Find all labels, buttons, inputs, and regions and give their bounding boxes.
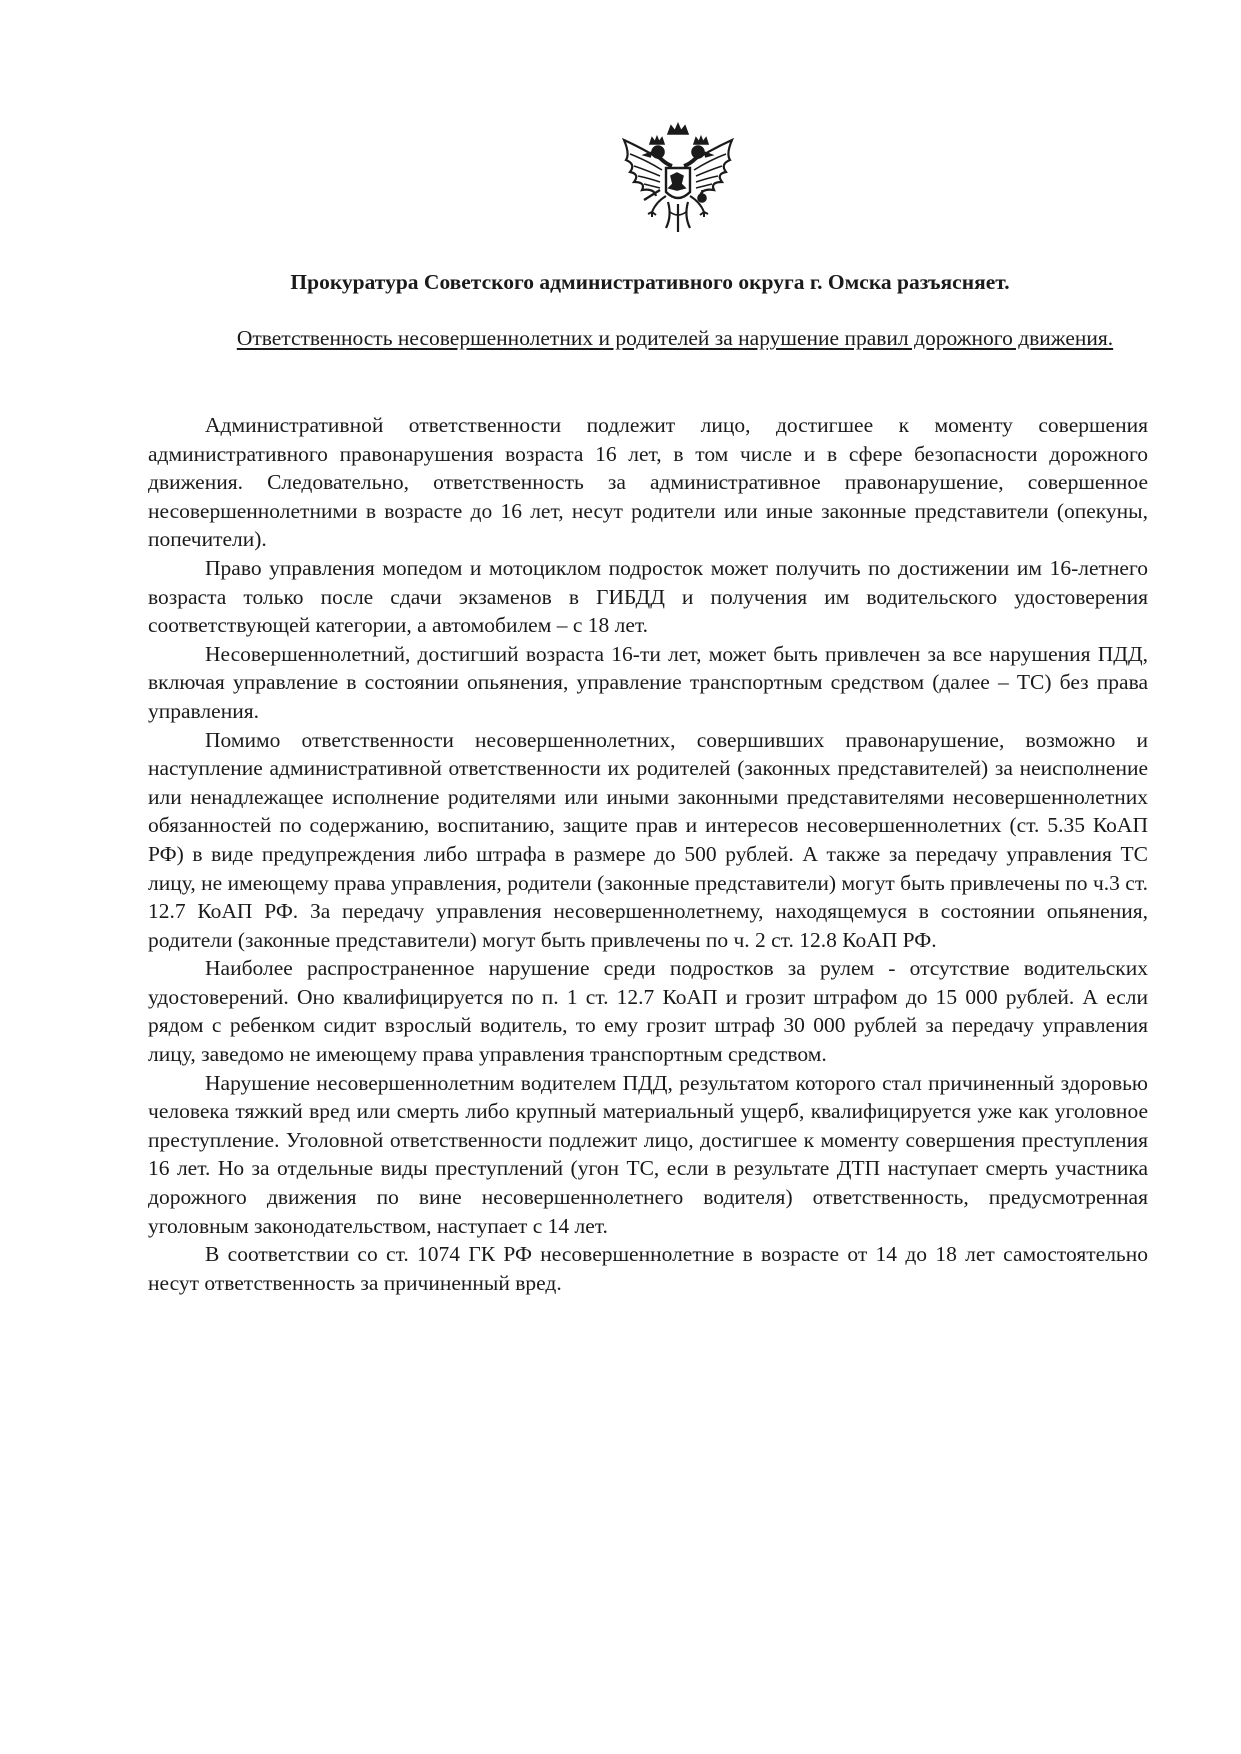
page-title: Прокуратура Советского административного округа г. Омска разъясняет. xyxy=(290,270,1010,294)
paragraph-4: Помимо ответственности несовершеннолетних, совершивших правонарушение, возможно и наступление административной ответственности их родителей (законных представителей) за неисполнение или ненадлежащее исполнение родителями или иными законными представителями несовершеннолетних обязанностей по содержанию, воспитанию, защите прав и интересов несовершеннолетних (ст. 5.35 КоАП РФ) в виде предупреждения либо штрафа в размере до 500 рублей. А также за передачу управления ТС лицу, не имеющему права управления, родители (законные представители) могут быть привлечены по ч.3 ст. 12.7 КоАП РФ. За передачу управления несовершеннолетнему, находящемуся в состоянии опьянения, родители (законные представители) могут быть привлечены по ч. 2 ст. 12.8 КоАП РФ. xyxy=(148,727,1148,952)
paragraph-2: Право управления мопедом и мотоциклом подросток может получить по достижении им 16-летнего возраста только после сдачи экзаменов в ГИБДД и получения им водительского удостоверения соответствующей категории, а автомобилем – с 18 лет. xyxy=(148,555,1148,638)
paragraph-7: В соответствии со ст. 1074 ГК РФ несовершеннолетние в возрасте от 14 до 18 лет самостоятельно несут ответственность за причиненный вред. xyxy=(148,1242,1148,1295)
paragraph-6: Нарушение несовершеннолетним водителем ПДД, результатом которого стал причиненный здоровью человека тяжкий вред или смерть либо крупный материальный ущерб, квалифицируется уже как уголовное преступление. Уголовной ответственности подлежит лицо, достигшее к моменту совершения преступления 16 лет. Но за отдельные виды преступлений (угон ТС, если в результате ДТП наступает смерть участника дорожного движения по вине несовершеннолетнего водителя) ответственность, предусмотренная уголовным законодательством, наступает с 14 лет. xyxy=(148,1070,1148,1238)
paragraph-5: Наиболее распространенное нарушение среди подростков за рулем - отсутствие водительских удостоверений. Оно квалифицируется по п. 1 ст. 12.7 КоАП и грозит штрафом до 15 000 рублей. А если рядом с ребенком сидит взрослый водитель, то ему грозит штраф 30 000 рублей за передачу управления лицу, заведомо не имеющему права управления транспортным средством. xyxy=(148,956,1148,1067)
document-body xyxy=(148,411,1148,1297)
paragraph-1: Административной ответственности подлежит лицо, достигшее к моменту совершения административного правонарушения возраста 16 лет, в том числе и в сфере безопасности дорожного движения. Следовательно, ответственность за административное правонарушение, совершенное несовершеннолетними в возрасте до 16 лет, несут родители или иные законные представители (опекуны, попечители). xyxy=(148,413,1148,552)
document-subtitle: Ответственность несовершеннолетних и родителей за нарушение правил дорожного движения. xyxy=(236,326,1114,350)
coat-of-arms-icon xyxy=(616,120,740,238)
paragraph-3: Несовершеннолетний, достигший возраста 16-ти лет, может быть привлечен за все нарушения ПДД, включая управление в состоянии опьянения, управление транспортным средством (далее – ТС) без права управления. xyxy=(148,641,1148,723)
